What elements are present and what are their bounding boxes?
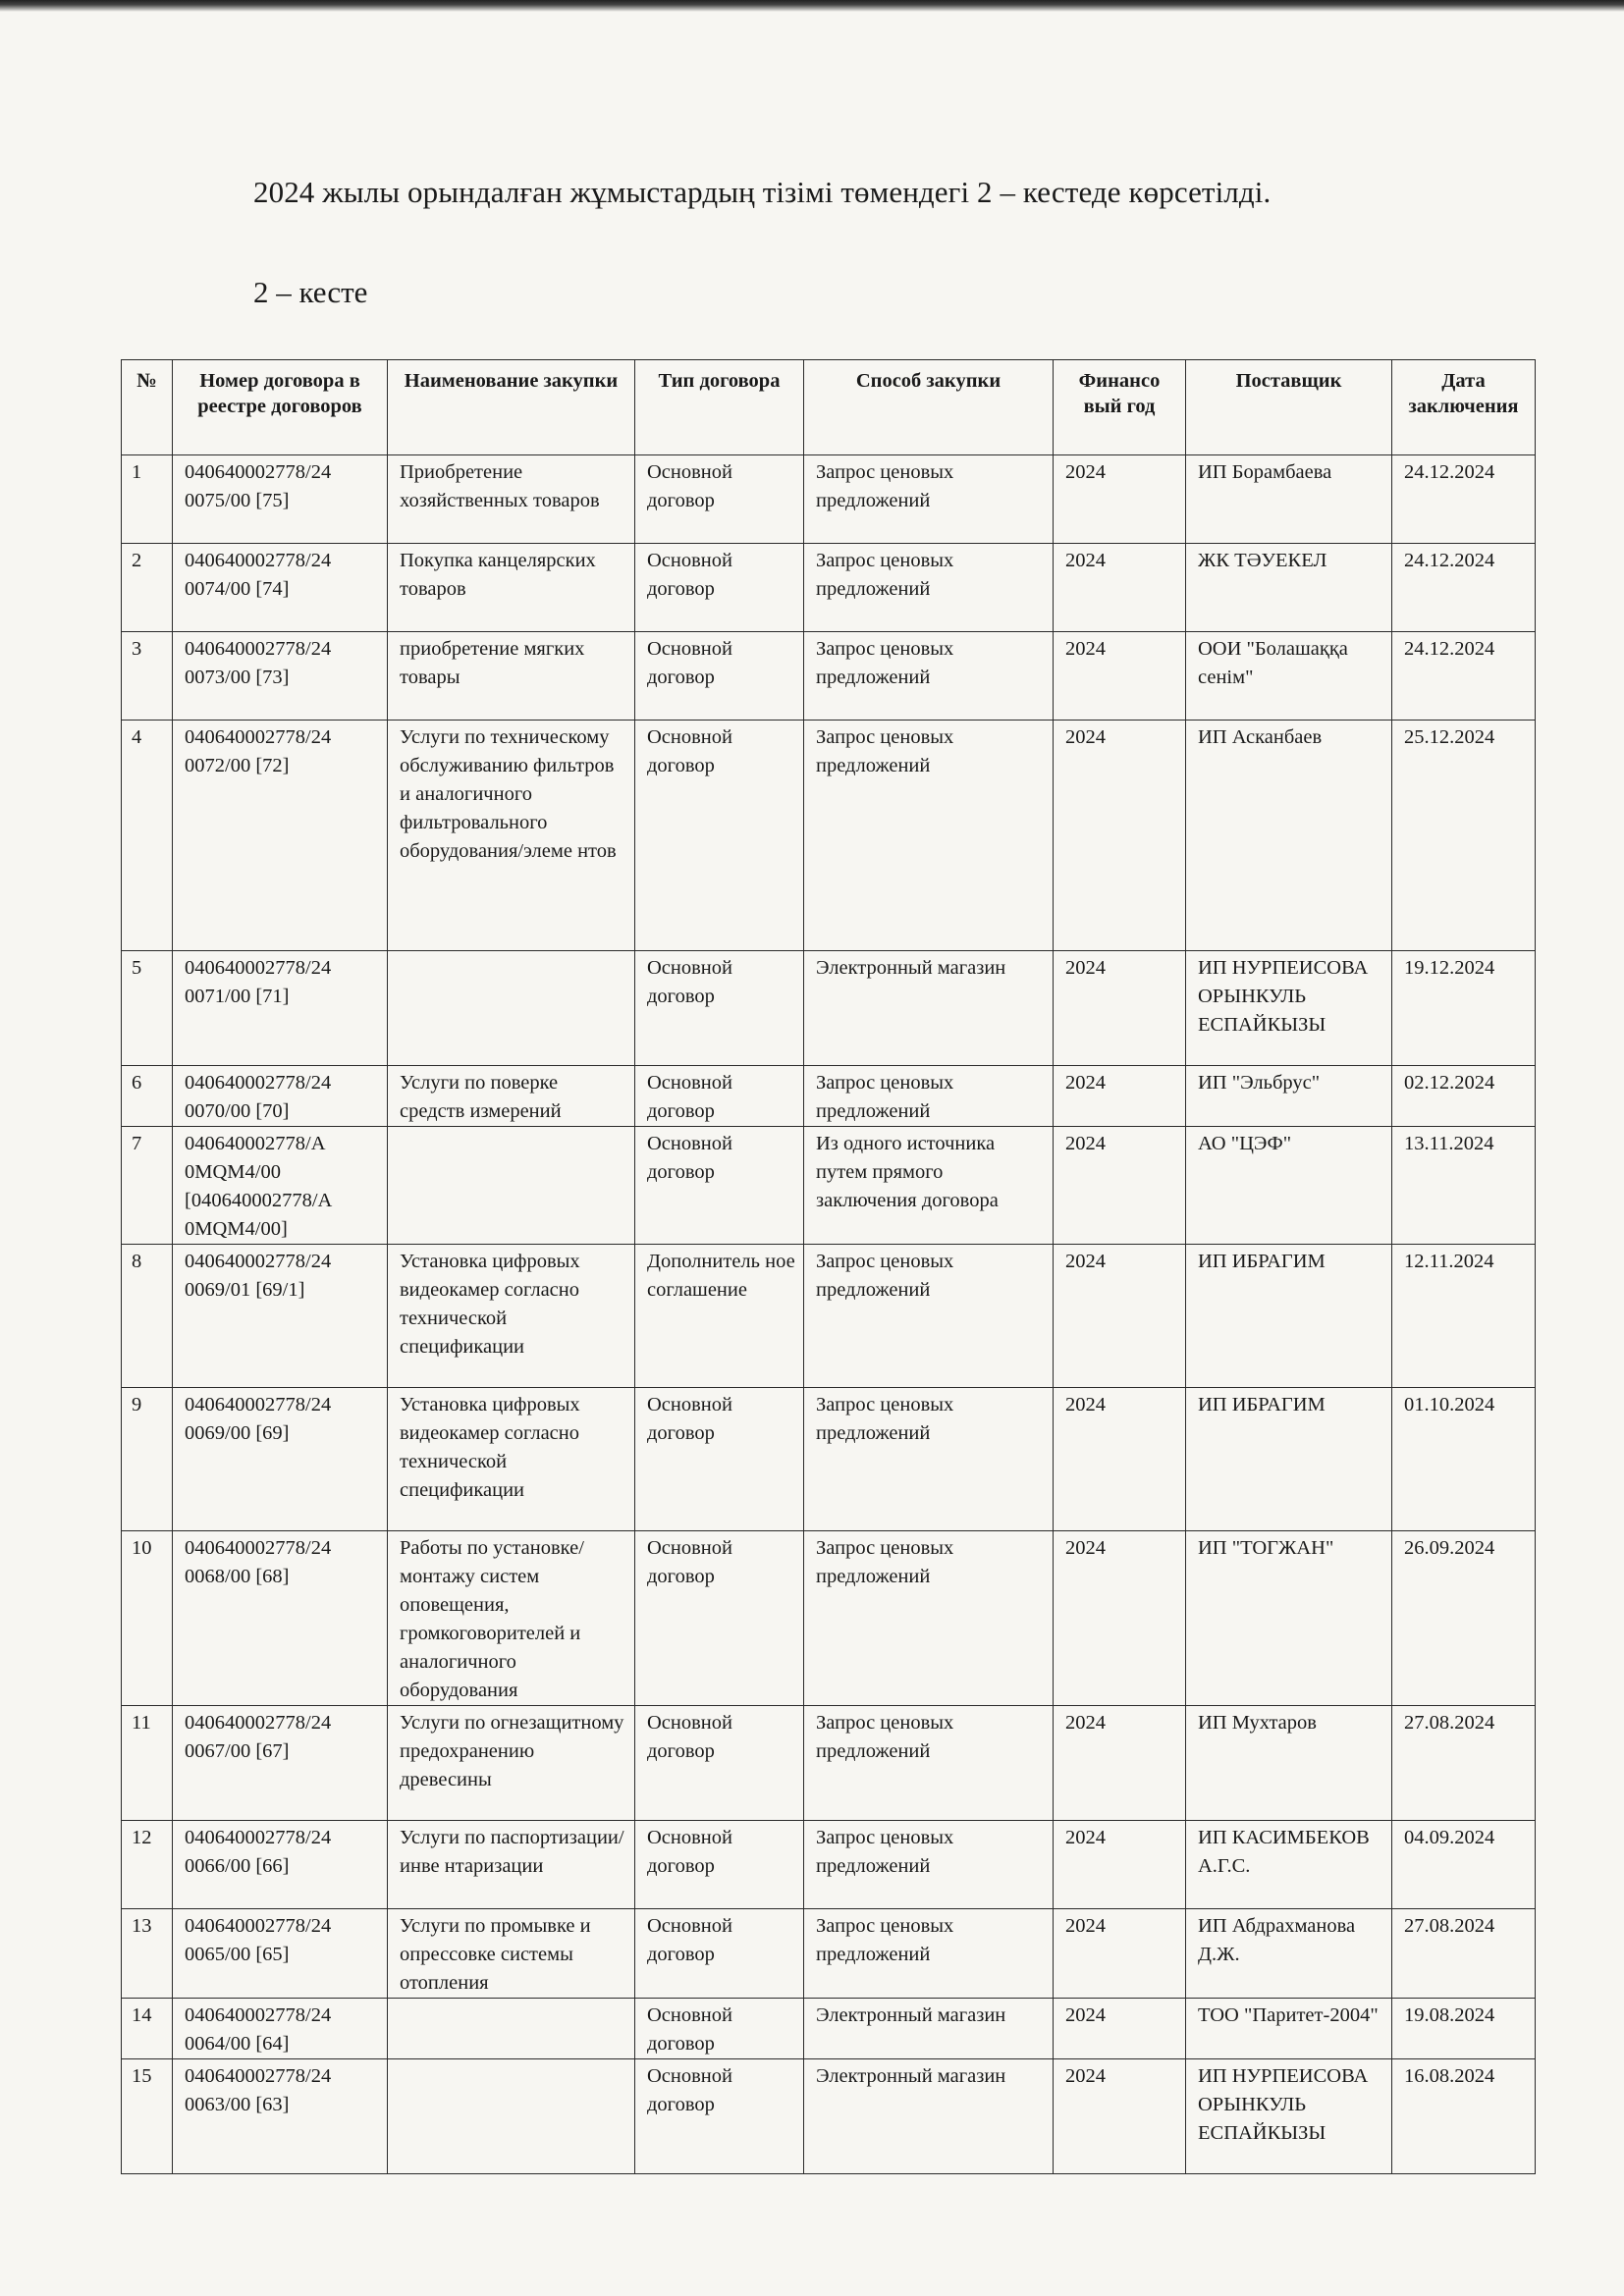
- cell-contract-number: 040640002778/24 0067/00 [67]: [173, 1706, 388, 1821]
- cell-financial-year: 2024: [1054, 1066, 1186, 1127]
- cell-conclusion-date: 13.11.2024: [1392, 1127, 1536, 1245]
- cell-contract-type: Основной договор: [635, 1706, 804, 1821]
- cell-contract-type: Основной договор: [635, 1531, 804, 1706]
- cell-conclusion-date: 02.12.2024: [1392, 1066, 1536, 1127]
- cell-procurement-method: Запрос ценовых предложений: [804, 721, 1054, 951]
- cell-procurement-method: Электронный магазин: [804, 951, 1054, 1066]
- cell-procurement-method: Запрос ценовых предложений: [804, 1706, 1054, 1821]
- cell-procurement-name: Услуги по паспортизации/инве нтаризации: [388, 1821, 635, 1909]
- cell-conclusion-date: 01.10.2024: [1392, 1388, 1536, 1531]
- cell-number: 3: [122, 632, 173, 721]
- table-row: [122, 544, 1536, 632]
- column-header: Тип договора: [635, 360, 804, 455]
- cell-contract-type: Дополнитель ное соглашение: [635, 1245, 804, 1388]
- cell-supplier: ИП ИБРАГИМ: [1186, 1388, 1392, 1531]
- cell-financial-year: 2024: [1054, 544, 1186, 632]
- cell-conclusion-date: 27.08.2024: [1392, 1706, 1536, 1821]
- column-header: Наименование закупки: [388, 360, 635, 455]
- cell-number: 13: [122, 1909, 173, 1999]
- cell-financial-year: 2024: [1054, 1999, 1186, 2059]
- scan-top-edge: [0, 0, 1624, 12]
- cell-contract-number: 040640002778/A 0MQM4/00 [040640002778/A 0MQM4/00]: [173, 1127, 388, 1245]
- cell-procurement-method: Запрос ценовых предложений: [804, 1909, 1054, 1999]
- cell-supplier: ИП Асканбаев: [1186, 721, 1392, 951]
- cell-procurement-name: Услуги по техническому обслуживанию фильтров и аналогичного фильтровального оборудования/элеме нтов: [388, 721, 635, 951]
- cell-financial-year: 2024: [1054, 1531, 1186, 1706]
- cell-financial-year: 2024: [1054, 1909, 1186, 1999]
- column-header: Способ закупки: [804, 360, 1054, 455]
- cell-contract-number: 040640002778/24 0064/00 [64]: [173, 1999, 388, 2059]
- cell-procurement-name: приобретение мягких товары: [388, 632, 635, 721]
- cell-procurement-name: Работы по установке/монтажу систем оповещения, громкоговорителей и аналогичного оборудования: [388, 1531, 635, 1706]
- table-row: [122, 1706, 1536, 1821]
- cell-conclusion-date: 24.12.2024: [1392, 632, 1536, 721]
- cell-number: 1: [122, 455, 173, 544]
- cell-procurement-name: Покупка канцелярских товаров: [388, 544, 635, 632]
- table-caption: 2 – кесте: [253, 275, 368, 309]
- column-header: Номер договора в реестре договоров: [173, 360, 388, 455]
- cell-conclusion-date: 24.12.2024: [1392, 544, 1536, 632]
- table-row: [122, 1821, 1536, 1909]
- cell-supplier: ИП НУРПЕИСОВА ОРЫНКУЛЬ ЕСПАЙКЫЗЫ: [1186, 2059, 1392, 2174]
- cell-number: 10: [122, 1531, 173, 1706]
- cell-financial-year: 2024: [1054, 1245, 1186, 1388]
- cell-financial-year: 2024: [1054, 721, 1186, 951]
- cell-financial-year: 2024: [1054, 1127, 1186, 1245]
- cell-contract-type: Основной договор: [635, 2059, 804, 2174]
- cell-supplier: ИП Абдрахманова Д.Ж.: [1186, 1909, 1392, 1999]
- cell-contract-number: 040640002778/24 0074/00 [74]: [173, 544, 388, 632]
- table-row: [122, 2059, 1536, 2174]
- cell-supplier: ИП "Эльбрус": [1186, 1066, 1392, 1127]
- table-row: [122, 721, 1536, 951]
- cell-contract-number: 040640002778/24 0071/00 [71]: [173, 951, 388, 1066]
- cell-contract-number: 040640002778/24 0073/00 [73]: [173, 632, 388, 721]
- table-row: [122, 951, 1536, 1066]
- cell-procurement-method: Электронный магазин: [804, 2059, 1054, 2174]
- cell-procurement-method: Из одного источника путем прямого заключения договора: [804, 1127, 1054, 1245]
- cell-supplier: ИП ИБРАГИМ: [1186, 1245, 1392, 1388]
- column-header: Финансо вый год: [1054, 360, 1186, 455]
- cell-conclusion-date: 19.08.2024: [1392, 1999, 1536, 2059]
- cell-contract-number: 040640002778/24 0066/00 [66]: [173, 1821, 388, 1909]
- table-row: [122, 1245, 1536, 1388]
- table-row: [122, 632, 1536, 721]
- cell-procurement-name: [388, 951, 635, 1066]
- cell-conclusion-date: 26.09.2024: [1392, 1531, 1536, 1706]
- cell-contract-number: 040640002778/24 0065/00 [65]: [173, 1909, 388, 1999]
- cell-procurement-name: Установка цифровых видеокамер согласно технической спецификации: [388, 1388, 635, 1531]
- cell-contract-type: Основной договор: [635, 632, 804, 721]
- table-row: [122, 1999, 1536, 2059]
- cell-procurement-method: Запрос ценовых предложений: [804, 544, 1054, 632]
- cell-procurement-name: [388, 2059, 635, 2174]
- cell-procurement-method: Запрос ценовых предложений: [804, 1531, 1054, 1706]
- table-row: [122, 1909, 1536, 1999]
- cell-procurement-method: Запрос ценовых предложений: [804, 632, 1054, 721]
- cell-number: 6: [122, 1066, 173, 1127]
- column-header: Дата заключения: [1392, 360, 1536, 455]
- cell-contract-number: 040640002778/24 0075/00 [75]: [173, 455, 388, 544]
- table-row: [122, 1127, 1536, 1245]
- column-header: №: [122, 360, 173, 455]
- cell-supplier: ИП КАСИМБЕКОВ А.Г.С.: [1186, 1821, 1392, 1909]
- cell-number: 7: [122, 1127, 173, 1245]
- table-row: [122, 1388, 1536, 1531]
- cell-financial-year: 2024: [1054, 2059, 1186, 2174]
- cell-conclusion-date: 27.08.2024: [1392, 1909, 1536, 1999]
- cell-procurement-name: Услуги по огнезащитному предохранению древесины: [388, 1706, 635, 1821]
- cell-financial-year: 2024: [1054, 1706, 1186, 1821]
- cell-contract-number: 040640002778/24 0069/01 [69/1]: [173, 1245, 388, 1388]
- cell-procurement-name: [388, 1999, 635, 2059]
- cell-financial-year: 2024: [1054, 632, 1186, 721]
- cell-number: 2: [122, 544, 173, 632]
- cell-procurement-name: Услуги по поверке средств измерений: [388, 1066, 635, 1127]
- cell-contract-number: 040640002778/24 0069/00 [69]: [173, 1388, 388, 1531]
- cell-contract-type: Основной договор: [635, 1127, 804, 1245]
- cell-contract-number: 040640002778/24 0070/00 [70]: [173, 1066, 388, 1127]
- cell-procurement-method: Электронный магазин: [804, 1999, 1054, 2059]
- cell-conclusion-date: 19.12.2024: [1392, 951, 1536, 1066]
- column-header: Поставщик: [1186, 360, 1392, 455]
- cell-supplier: АО "ЦЭФ": [1186, 1127, 1392, 1245]
- cell-financial-year: 2024: [1054, 1821, 1186, 1909]
- cell-contract-type: Основной договор: [635, 1388, 804, 1531]
- cell-supplier: ИП НУРПЕИСОВА ОРЫНКУЛЬ ЕСПАЙКЫЗЫ: [1186, 951, 1392, 1066]
- cell-procurement-name: Услуги по промывке и опрессовке системы отопления: [388, 1909, 635, 1999]
- cell-supplier: ИП Мухтаров: [1186, 1706, 1392, 1821]
- cell-contract-type: Основной договор: [635, 1999, 804, 2059]
- cell-number: 9: [122, 1388, 173, 1531]
- cell-contract-type: Основной договор: [635, 544, 804, 632]
- cell-number: 5: [122, 951, 173, 1066]
- cell-number: 12: [122, 1821, 173, 1909]
- table-row: [122, 455, 1536, 544]
- cell-number: 14: [122, 1999, 173, 2059]
- cell-number: 4: [122, 721, 173, 951]
- cell-supplier: ООИ "Болашаққа сенім": [1186, 632, 1392, 721]
- cell-financial-year: 2024: [1054, 951, 1186, 1066]
- cell-conclusion-date: 24.12.2024: [1392, 455, 1536, 544]
- cell-procurement-method: Запрос ценовых предложений: [804, 1245, 1054, 1388]
- cell-supplier: ИП "ТОГЖАН": [1186, 1531, 1392, 1706]
- table-row: [122, 1066, 1536, 1127]
- cell-conclusion-date: 04.09.2024: [1392, 1821, 1536, 1909]
- cell-procurement-name: Приобретение хозяйственных товаров: [388, 455, 635, 544]
- document-heading: 2024 жылы орындалған жұмыстардың тізімі төмендегі 2 – кестеде көрсетілді.: [253, 175, 1272, 209]
- cell-procurement-method: Запрос ценовых предложений: [804, 1066, 1054, 1127]
- cell-financial-year: 2024: [1054, 455, 1186, 544]
- cell-contract-type: Основной договор: [635, 455, 804, 544]
- cell-procurement-method: Запрос ценовых предложений: [804, 1821, 1054, 1909]
- table-header-row: [122, 360, 1536, 455]
- cell-procurement-method: Запрос ценовых предложений: [804, 1388, 1054, 1531]
- cell-number: 15: [122, 2059, 173, 2174]
- cell-supplier: ИП Борамбаева: [1186, 455, 1392, 544]
- cell-financial-year: 2024: [1054, 1388, 1186, 1531]
- cell-contract-number: 040640002778/24 0072/00 [72]: [173, 721, 388, 951]
- table-row: [122, 1531, 1536, 1706]
- cell-conclusion-date: 25.12.2024: [1392, 721, 1536, 951]
- cell-conclusion-date: 12.11.2024: [1392, 1245, 1536, 1388]
- cell-supplier: ЖК ТӘУЕКЕЛ: [1186, 544, 1392, 632]
- cell-contract-type: Основной договор: [635, 951, 804, 1066]
- cell-conclusion-date: 16.08.2024: [1392, 2059, 1536, 2174]
- cell-contract-number: 040640002778/24 0063/00 [63]: [173, 2059, 388, 2174]
- cell-procurement-name: [388, 1127, 635, 1245]
- cell-procurement-name: Установка цифровых видеокамер согласно технической спецификации: [388, 1245, 635, 1388]
- cell-supplier: ТОО "Паритет-2004": [1186, 1999, 1392, 2059]
- cell-contract-type: Основной договор: [635, 721, 804, 951]
- contracts-table: [121, 359, 1536, 2174]
- cell-number: 11: [122, 1706, 173, 1821]
- cell-number: 8: [122, 1245, 173, 1388]
- cell-contract-type: Основной договор: [635, 1821, 804, 1909]
- cell-contract-type: Основной договор: [635, 1066, 804, 1127]
- cell-procurement-method: Запрос ценовых предложений: [804, 455, 1054, 544]
- cell-contract-number: 040640002778/24 0068/00 [68]: [173, 1531, 388, 1706]
- cell-contract-type: Основной договор: [635, 1909, 804, 1999]
